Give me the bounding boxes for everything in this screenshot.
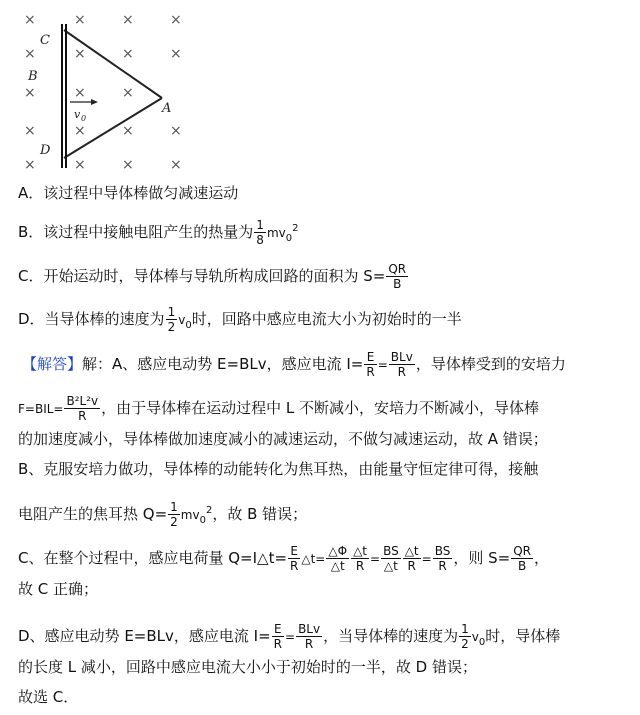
fraction: [351, 544, 369, 573]
fraction-denominator: B: [393, 277, 402, 291]
answer-text: 解：A、感应电动势 E=BLv，感应电流 I=: [82, 355, 364, 373]
fraction-numerator: 1: [256, 218, 264, 232]
field-cross: ×: [24, 85, 36, 101]
fraction: [272, 622, 284, 651]
fraction: [511, 544, 533, 573]
option-a-text: A．该过程中导体棒做匀减速运动: [18, 184, 239, 202]
fraction-denominator: R: [397, 365, 406, 379]
velocity-symbol: v: [178, 313, 186, 327]
fraction-numerator: QR: [513, 544, 531, 558]
field-cross: ×: [24, 123, 36, 139]
answer-text: ，: [534, 549, 550, 567]
option-a: [18, 186, 238, 201]
field-cross: ×: [122, 46, 134, 62]
fraction-numerator: B²L²v: [66, 394, 99, 408]
fraction-numerator: 1: [461, 622, 469, 636]
fraction: [326, 544, 349, 573]
fraction-numerator: E: [364, 350, 376, 365]
fraction: [166, 305, 178, 334]
superscript: 2: [205, 505, 213, 516]
answer-text: 时，导体棒: [485, 627, 561, 645]
field-cross: ×: [122, 85, 134, 101]
answer-text: 的加速度减小，导体棒做加速度减小的减速运动，不做匀减速运动，故 A 错误；: [18, 430, 548, 448]
answer-line-8: [18, 622, 560, 651]
answer-text: C、在整个过程中，感应电荷量 Q=I△t=: [18, 549, 288, 567]
fraction: [364, 350, 376, 379]
subscript: 0: [478, 637, 486, 648]
superscript: 2: [292, 223, 299, 234]
fraction-denominator: R: [438, 559, 447, 573]
fraction-numerator: BLv: [390, 350, 413, 364]
fraction-numerator: BS: [383, 544, 399, 558]
answer-text: 故 C 正确；: [18, 580, 99, 598]
fraction-denominator: R: [290, 559, 299, 573]
fraction-numerator: △t: [353, 544, 367, 558]
magnetic-field-figure: [18, 6, 188, 178]
field-cross: ×: [122, 12, 134, 28]
fraction-numerator: △t: [404, 544, 419, 558]
answer-text: D、感应电动势 E=BLv，感应电流 I=: [18, 627, 271, 645]
option-d: [18, 305, 462, 334]
field-cross: ×: [170, 157, 182, 173]
answer-tag: 【解答】: [22, 355, 83, 373]
unit: mv: [180, 508, 200, 522]
label-v-sub: 0: [81, 114, 87, 123]
fraction-denominator: 8: [256, 233, 264, 247]
field-cross: ×: [74, 46, 86, 62]
equals: =: [370, 552, 381, 566]
option-d-text-end: 时，回路中感应电流大小为初始时的一半: [191, 310, 462, 328]
fraction: [254, 218, 266, 247]
field-cross: ×: [74, 123, 86, 139]
fraction-denominator: R: [355, 559, 365, 573]
answer-line-1: [22, 350, 566, 379]
answer-line-4: [18, 462, 538, 477]
fraction-numerator: 1: [170, 500, 178, 514]
field-cross: ×: [170, 123, 182, 139]
answer-line-2: [18, 394, 539, 423]
fraction-denominator: B: [517, 559, 527, 573]
label-d: D: [40, 143, 51, 158]
answer-text: △t=: [301, 552, 326, 566]
field-cross: ×: [170, 12, 182, 28]
fraction-denominator: R: [273, 637, 282, 651]
label-v: v: [74, 108, 81, 121]
fraction: [381, 544, 401, 573]
label-a: A: [162, 101, 172, 116]
answer-line-10: [18, 690, 78, 705]
answer-text: 的长度 L 减小，回路中感应电流大小小于初始时的一半，故 D 错误；: [18, 658, 477, 676]
fraction: [433, 544, 453, 573]
field-cross: ×: [24, 12, 36, 28]
fraction-denominator: 2: [167, 320, 176, 334]
field-cross: ×: [170, 46, 182, 62]
fraction: [168, 500, 180, 529]
velocity-symbol: v: [471, 630, 479, 644]
subscript: 0: [199, 515, 206, 526]
fraction: [389, 350, 415, 379]
fraction-denominator: △t: [383, 559, 398, 573]
fraction-numerator: QR: [388, 262, 407, 276]
fraction-numerator: BLv: [298, 622, 321, 636]
answer-line-9: [18, 660, 477, 675]
field-cross: ×: [122, 123, 134, 139]
field-cross: ×: [122, 157, 134, 173]
equals: =: [377, 358, 388, 372]
fraction-denominator: △t: [330, 559, 345, 573]
fraction-denominator: R: [366, 365, 375, 379]
fraction-denominator: R: [407, 559, 416, 573]
fraction-denominator: R: [304, 637, 314, 651]
fraction: [296, 622, 322, 651]
label-b: B: [28, 69, 38, 84]
fraction-numerator: △Φ: [328, 544, 348, 558]
answer-text: 电阻产生的焦耳热 Q=: [18, 505, 168, 523]
fraction-numerator: 1: [167, 305, 176, 319]
subscript: 0: [185, 320, 192, 331]
answer-text: 故选 C．: [18, 688, 79, 706]
answer-text: ，导体棒受到的安培力: [415, 355, 566, 373]
option-d-text: D．当导体棒的速度为: [18, 310, 165, 328]
fraction-numerator: E: [272, 622, 284, 637]
answer-line-6: [18, 544, 549, 573]
answer-line-5: [18, 500, 307, 529]
answer-text: ，当导体棒的速度为: [323, 627, 459, 645]
fraction-denominator: 2: [461, 637, 469, 651]
answer-line-7: [18, 582, 98, 597]
fraction: [403, 544, 421, 573]
option-c-text: C．开始运动时，导体棒与导轨所构成回路的面积为 S=: [18, 267, 386, 285]
equals: =: [421, 552, 432, 566]
field-cross: ×: [74, 157, 86, 173]
answer-text: B、克服安培力做功，导体棒的动能转化为焦耳热，由能量守恒定律可得，接触: [18, 460, 539, 478]
answer-text: ，由于导体棒在运动过程中 L 不断减小，安培力不断减小，导体棒: [101, 399, 540, 417]
fraction-denominator: 2: [170, 515, 178, 529]
fraction: [288, 544, 300, 573]
option-c: [18, 262, 409, 291]
fraction-numerator: E: [288, 544, 300, 559]
subscript: 0: [285, 233, 293, 244]
fraction-denominator: R: [78, 409, 87, 423]
fraction: [459, 622, 471, 651]
answer-text: ，故 B 错误；: [212, 505, 308, 523]
option-b: [18, 218, 298, 247]
fraction-numerator: BS: [434, 544, 451, 558]
field-cross: ×: [24, 157, 36, 173]
label-c: C: [40, 33, 50, 48]
field-cross: ×: [74, 85, 86, 101]
fraction: [64, 394, 100, 423]
field-cross: ×: [74, 12, 86, 28]
fraction: [386, 262, 408, 291]
velocity-arrowhead: [91, 99, 98, 105]
answer-text: ，则 S=: [453, 549, 511, 567]
field-cross: ×: [24, 46, 36, 62]
answer-text: F=BIL=: [18, 402, 64, 416]
option-b-unit: mv: [266, 226, 286, 240]
option-b-text: B．该过程中接触电阻产生的热量为: [18, 223, 254, 241]
equals: =: [285, 630, 296, 644]
answer-line-3: [18, 432, 548, 447]
